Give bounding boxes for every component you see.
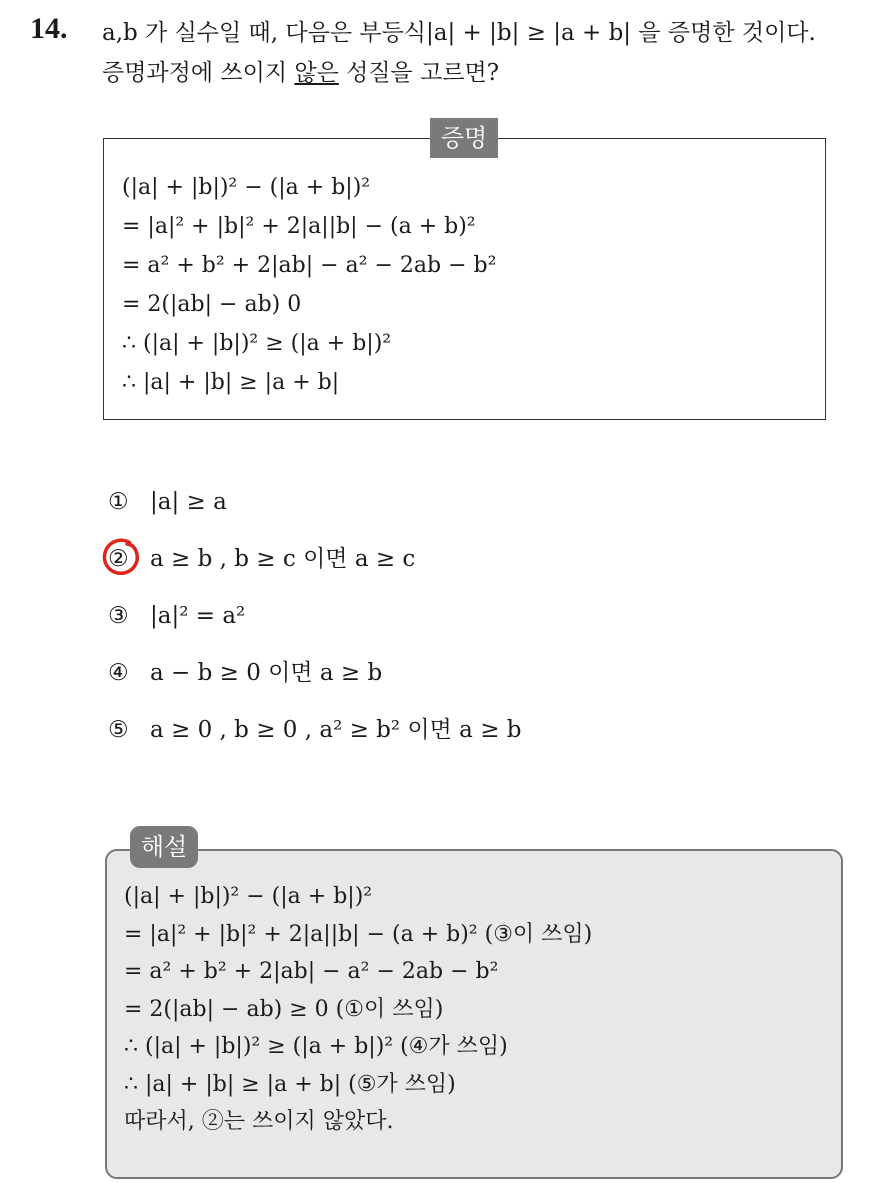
choice-text: a ≥ b , b ≥ c 이면 a ≥ c xyxy=(150,546,416,572)
choice-text: a − b ≥ 0 이면 a ≥ b xyxy=(150,660,383,686)
solution-line: (|a| + |b|)² − (|a + b|)² xyxy=(124,884,373,909)
solution-line: = a² + b² + 2|ab| − a² − 2ab − b² xyxy=(124,959,499,984)
solution-line: = 2(|ab| − ab) ≥ 0 (①이 쓰임) xyxy=(124,996,444,1022)
proof-line: = |a|² + |b|² + 2|a||b| − (a + b)² xyxy=(122,214,476,239)
question-text-line1: a,b 가 실수일 때, 다음은 부등식|a| + |b| ≥ |a + b| 을 증명한 것이다. xyxy=(102,20,816,46)
question-text-line2 xyxy=(102,54,499,87)
choice-1[interactable] xyxy=(108,482,522,539)
choice-list xyxy=(108,482,522,767)
choice-number: ③ xyxy=(108,603,129,629)
choice-number: ④ xyxy=(108,660,129,686)
solution-line: ∴ |a| + |b| ≥ |a + b| (⑤가 쓰임) xyxy=(124,1071,456,1097)
proof-line: (|a| + |b|)² − (|a + b|)² xyxy=(122,175,371,200)
proof-line: = a² + b² + 2|ab| − a² − 2ab − b² xyxy=(122,253,497,278)
proof-lines xyxy=(122,168,496,402)
question-text-part: 성질을 고르면? xyxy=(338,60,500,86)
choice-text: a ≥ 0 , b ≥ 0 , a² ≥ b² 이면 a ≥ b xyxy=(150,717,522,743)
choice-text: |a| ≥ a xyxy=(150,489,227,515)
choice-number: ⑤ xyxy=(108,717,129,743)
underlined-word: 않은 xyxy=(294,60,339,86)
proof-line: = 2(|ab| − ab) 0 xyxy=(122,292,302,317)
proof-title: 증명 xyxy=(430,118,498,158)
solution-line: 따라서, ②는 쓰이지 않았다. xyxy=(124,1109,394,1134)
solution-title: 해설 xyxy=(130,826,198,868)
choice-4[interactable] xyxy=(108,653,522,710)
solution-lines xyxy=(124,878,592,1141)
proof-line: ∴ (|a| + |b|)² ≥ (|a + b|)² xyxy=(122,331,392,356)
proof-line: ∴ |a| + |b| ≥ |a + b| xyxy=(122,370,340,395)
solution-line: = |a|² + |b|² + 2|a||b| − (a + b)² (③이 쓰임) xyxy=(124,921,593,947)
red-circle-mark-icon xyxy=(100,535,144,579)
choice-5[interactable] xyxy=(108,710,522,767)
solution-line: ∴ (|a| + |b|)² ≥ (|a + b|)² (④가 쓰임) xyxy=(124,1034,508,1059)
question-number: 14. xyxy=(30,12,68,45)
question-text-part: 증명과정에 쓰이지 xyxy=(102,60,295,86)
choice-2[interactable] xyxy=(108,539,522,596)
choice-3[interactable] xyxy=(108,596,522,653)
choice-number: ① xyxy=(108,489,129,515)
choice-number: ② xyxy=(108,546,129,572)
choice-text: |a|² = a² xyxy=(150,603,246,629)
